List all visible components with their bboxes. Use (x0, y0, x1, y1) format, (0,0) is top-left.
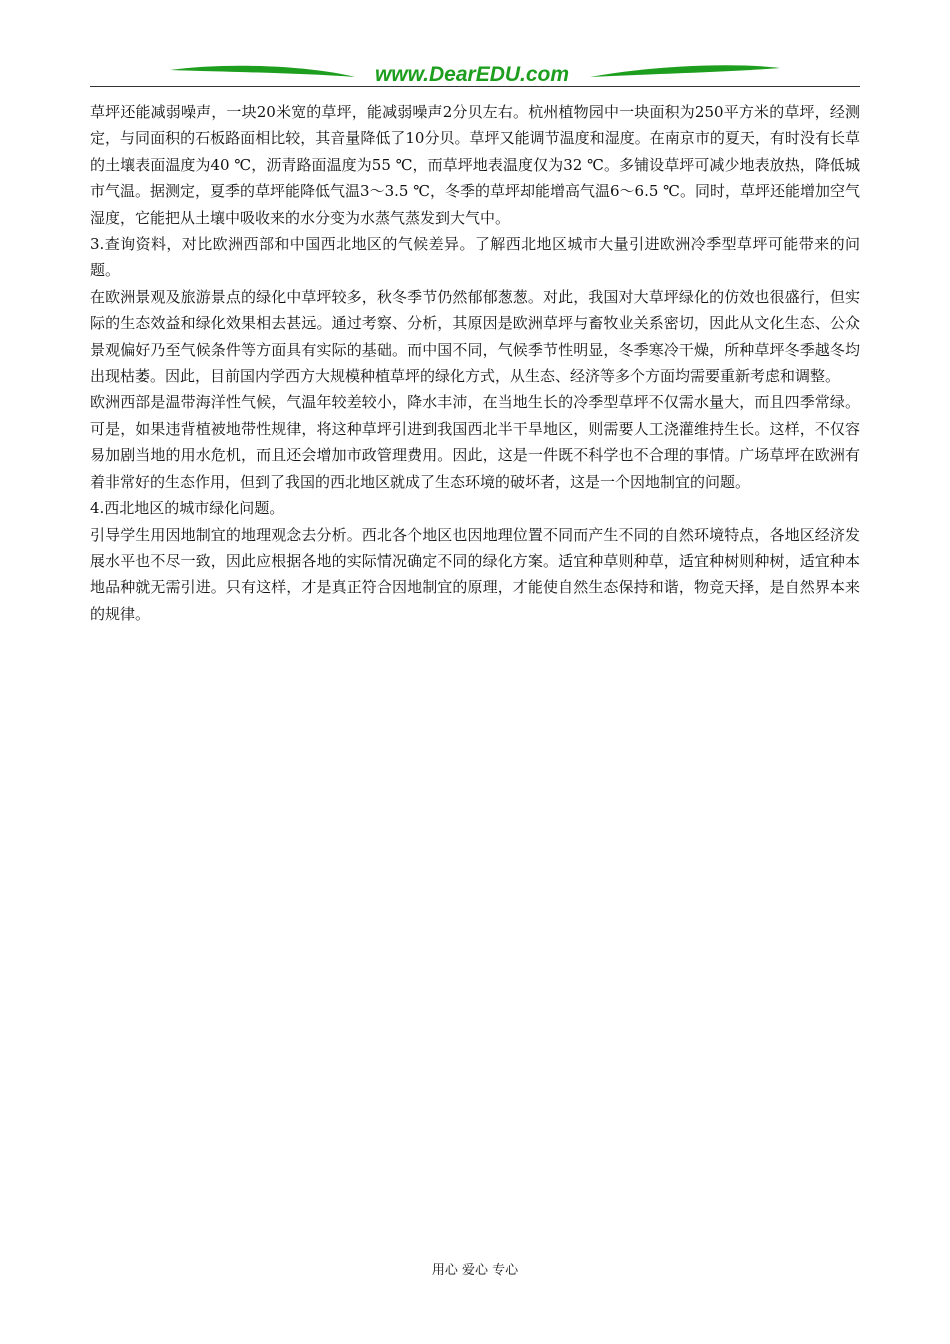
paragraph-question-4: 4.西北地区的城市绿化问题。 (90, 499, 285, 518)
paragraph-lawn-noise-temperature: 草坪还能减弱噪声，一块20米宽的草坪，能减弱噪声2分贝左右。杭州植物园中一块面积为250平方米的草坪，经测定，与同面积的石板路面相比较，其音量降低了10分贝。草坪又能调节温度和湿度。在南京市的夏天，有时没有长草的土壤表面温度为40 ℃，沥青路面温度为55 ℃，而草坪地表温度仅为32 ℃。多铺设草坪可减少地表放热，降低城市气温。据测定，夏季的草坪能降低气温3～3.5 ℃，冬季的草坪却能增高气温6～6.5 ℃。同时，草坪还能增加空气湿度，它能把从土壤中吸收来的水分变为水蒸气蒸发到大气中。 (90, 103, 860, 227)
paragraph-greening-guidance: 引导学生用因地制宜的地理观念去分析。西北各个地区也因地理位置不同而产生不同的自然环境特点，各地区经济发展水平也不尽一致，因此应根据各地的实际情况确定不同的绿化方案。适宜种草则种草，适宜种树则种树，适宜种本地品种就无需引进。只有这样，才是真正符合因地制宜的原理，才能使自然生态保持和谐，物竞天择，是自然界本来的规律。 (90, 525, 860, 623)
paragraph-climate-analysis: 欧洲西部是温带海洋性气候，气温年较差较小，降水丰沛，在当地生长的冷季型草坪不仅需水量大，而且四季常绿。可是，如果违背植被地带性规律，将这种草坪引进到我国西北半干旱地区，则需要人工浇灌维持生长。这样，不仅容易加剧当地的用水危机，而且还会增加市政管理费用。因此，这是一件既不科学也不合理的事情。广场草坪在欧洲有着非常好的生态作用，但到了我国的西北地区就成了生态环境的破坏者，这是一个因地制宜的问题。 (90, 393, 860, 491)
left-swoosh (170, 66, 355, 77)
header-logo (90, 56, 860, 86)
paragraph-question-3: 3.查询资料，对比欧洲西部和中国西北地区的气候差异。了解西北地区城市大量引进欧洲冷季型草坪可能带来的问题。 (90, 235, 860, 280)
right-swoosh (590, 65, 780, 77)
header-rule (90, 86, 860, 87)
page-footer: 用心 爱心 专心 (431, 1263, 519, 1278)
page-header (90, 56, 860, 90)
header-logo-text: www.DearEDU.com (374, 63, 570, 86)
document-body (90, 99, 860, 627)
paragraph-europe-lawn-comparison: 在欧洲景观及旅游景点的绿化中草坪较多，秋冬季节仍然郁郁葱葱。对此，我国对大草坪绿化的仿效也很盛行，但实际的生态效益和绿化效果相去甚远。通过考察、分析，其原因是欧洲草坪与畜牧业关系密切，因此从文化生态、公众景观偏好乃至气候条件等方面具有实际的基础。而中国不同，气候季节性明显，冬季寒冷干燥，所种草坪冬季越冬均出现枯萎。因此，目前国内学西方大规模种植草坪的绿化方式，从生态、经济等多个方面均需要重新考虑和调整。 (90, 287, 860, 386)
